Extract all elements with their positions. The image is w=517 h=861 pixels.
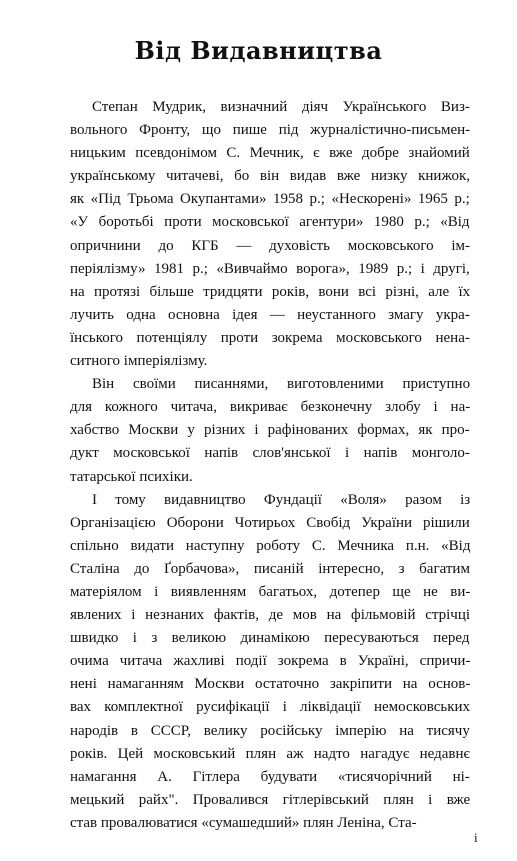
text-line: ницьким псевдонімом С. Мечник, є вже добре знайомий xyxy=(70,145,470,162)
page-title: Від Видавництва xyxy=(134,36,383,65)
text-line: намагання А. Гітлера будувати «тисячорічний ні- xyxy=(70,768,470,785)
text-line: Організацією Оборони Чотирьох Свобід України рішили xyxy=(70,514,470,531)
text-line: мецький райх". Провалився гітлерівський плян і вже xyxy=(70,791,471,808)
text-line: опричнини до КГБ — духовість московського ім- xyxy=(70,237,470,254)
text-line: спільно видати наступну роботу С. Мечника п.н. «Від xyxy=(70,537,471,554)
text-line: років. Цей московський плян аж надто нагадує недавнє xyxy=(70,745,470,762)
text-line: народів в СССР, велику російську імперію на тисячу xyxy=(70,722,470,739)
text-line: швидко і з великою динамікою пересуваються перед xyxy=(70,630,470,647)
text-line: Він своїми писаннями, виготовленими приступно xyxy=(92,376,471,393)
text-line: українському читачеві, бо він видав вже низку книжок, xyxy=(70,168,470,185)
text-line: як «Під Трьома Окупантами» 1958 р.; «Нескорені» 1965 р.; xyxy=(70,191,470,208)
text-line: вольного Фронту, що пише під журналістично-письмен- xyxy=(70,122,471,139)
text-line: їнського потенціялу проти зокрема московського нена- xyxy=(70,329,470,346)
text-line: вах комплектної русифікації і ліквідації немосковських xyxy=(70,699,471,716)
text-line: хабство Москви у різних і рафінованих формах, як про- xyxy=(70,422,470,439)
text-line: «У боротьбі проти московської агентури» 1980 р.; «Від xyxy=(70,214,470,231)
text-line: ситного імперіялізму. xyxy=(70,353,208,370)
text-line: І тому видавництво Фундації «Воля» разом із xyxy=(92,491,471,508)
text-line: став провалюватися «сумашедший» плян Леніна, Ста- xyxy=(70,814,417,831)
text-line: Степан Мудрик, визначний діяч Українського Виз- xyxy=(92,99,470,115)
text-line: лучить одна основна ідея — неустанного змагу укра- xyxy=(70,306,470,323)
text-line: явлених і незнаних фактів, де мов на фільмовій стрічці xyxy=(70,607,471,624)
text-line: на протязі більше тридцяти років, вони всі різні, але їх xyxy=(70,283,471,300)
text-line: татарської психіки. xyxy=(70,468,193,485)
page-number: i xyxy=(474,830,478,845)
text-line: періялізму» 1981 р.; «Вивчаймо ворога», 1989 р.; і другі, xyxy=(70,260,470,277)
text-line: нені намаганням Москви остаточно закріпити на основ- xyxy=(70,676,471,693)
text-line: Сталіна до Ґорбачова», писаній інтересно, з багатим xyxy=(70,560,470,577)
text-line: для кожного читача, викриває безконечну злобу і на- xyxy=(70,399,471,416)
text-line: очима читача жахливі події зокрема в Україні, спричи- xyxy=(70,653,471,670)
text-line: дукт московської напів слов'янської і напів монголо- xyxy=(70,445,470,462)
text-line: матеріялом і виявленням багатьох, дотепер ще не ви- xyxy=(70,583,471,600)
body-text xyxy=(70,96,470,835)
